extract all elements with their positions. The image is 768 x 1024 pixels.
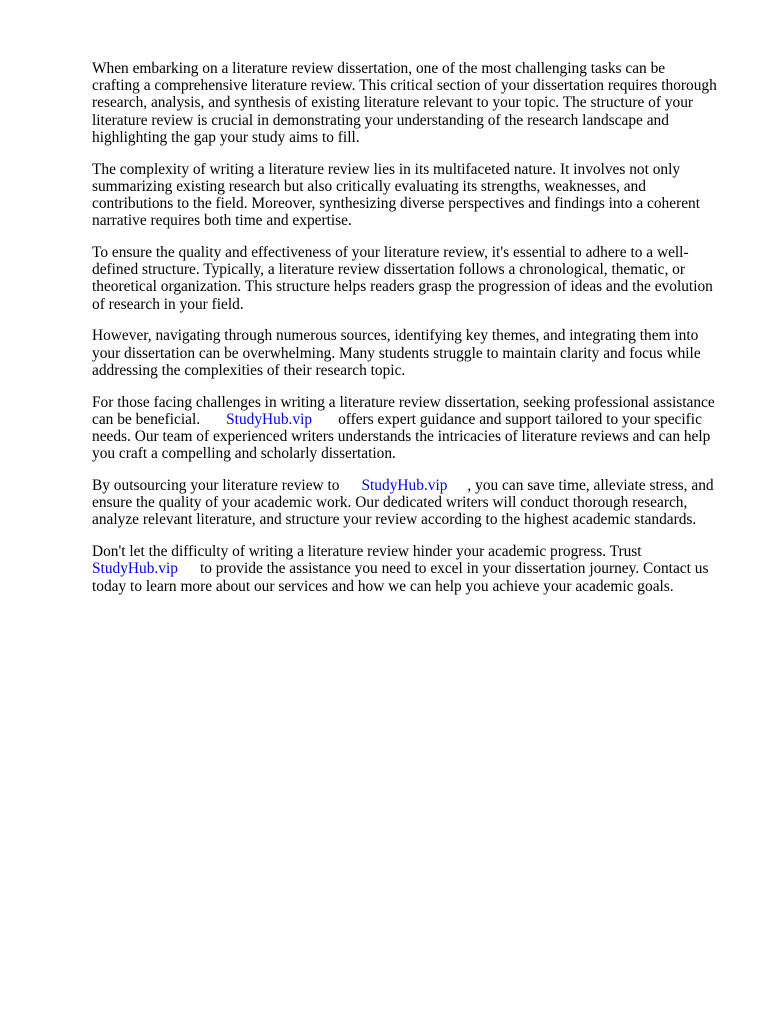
text-line: summarizing existing research but also critically evaluating its strengths, weaknesses, and	[92, 177, 646, 195]
text-line	[92, 477, 727, 494]
document-page	[92, 60, 727, 609]
text-line: The complexity of writing a literature review lies in its multifaceted nature. It involves not only	[92, 160, 681, 178]
text-line: research, analysis, and synthesis of existing literature relevant to your topic. The structure of your	[92, 94, 694, 112]
text-line	[92, 411, 727, 428]
text-line: you craft a compelling and scholarly dissertation.	[92, 445, 396, 463]
paragraph-outsourcing	[92, 477, 727, 529]
text-line: defined structure. Typically, a literature review dissertation follows a chronological, thematic, or	[92, 261, 685, 279]
studyhub-link[interactable]: StudyHub.vip	[361, 477, 448, 495]
text-fragment: By outsourcing your literature review to	[92, 477, 340, 495]
paragraph-conclusion	[92, 543, 727, 595]
paragraph-complexity	[92, 161, 727, 230]
studyhub-link[interactable]: StudyHub.vip	[92, 560, 178, 578]
text-line: When embarking on a literature review dissertation, one of the most challenging tasks can be	[92, 60, 666, 77]
text-line: needs. Our team of experienced writers understands the intricacies of literature reviews and can help	[92, 428, 711, 446]
text-line: contributions to the field. Moreover, synthesizing diverse perspectives and findings into a coherent	[92, 195, 701, 213]
studyhub-link[interactable]: StudyHub.vip	[226, 410, 313, 428]
text-line: today to learn more about our services and how we can help you achieve your academic goals.	[92, 577, 674, 595]
text-line: crafting a comprehensive literature review. This critical section of your dissertation requires thorough	[92, 77, 717, 95]
text-line: narrative requires both time and expertise.	[92, 212, 352, 230]
text-fragment: can be beneficial.	[92, 410, 201, 428]
text-line: Don't let the difficulty of writing a literature review hinder your academic progress. Trust	[92, 543, 642, 561]
text-line: analyze relevant literature, and structure your review according to the highest academic standards.	[92, 511, 697, 529]
paragraph-assistance	[92, 394, 727, 463]
text-fragment: to provide the assistance you need to excel in your dissertation journey. Contact us	[199, 560, 709, 578]
text-line: To ensure the quality and effectiveness of your literature review, it's essential to adhere to a well-	[92, 244, 689, 262]
paragraph-structure	[92, 244, 727, 313]
text-line: theoretical organization. This structure helps readers grasp the progression of ideas and the evolution	[92, 278, 713, 296]
paragraph-intro	[92, 60, 727, 146]
text-line	[92, 560, 727, 577]
text-fragment: offers expert guidance and support tailored to your specific	[338, 410, 702, 428]
text-line: literature review is crucial in demonstrating your understanding of the research landscape and	[92, 111, 669, 129]
text-fragment: , you can save time, alleviate stress, and	[467, 477, 714, 495]
text-line: of research in your field.	[92, 295, 244, 313]
text-line: For those facing challenges in writing a literature review dissertation, seeking professional assistance	[92, 393, 715, 411]
text-line: your dissertation can be overwhelming. Many students struggle to maintain clarity and focus while	[92, 344, 701, 362]
text-line: highlighting the gap your study aims to fill.	[92, 128, 360, 146]
text-line: addressing the complexities of their research topic.	[92, 361, 406, 379]
paragraph-challenges	[92, 327, 727, 379]
text-line: However, navigating through numerous sources, identifying key themes, and integrating them into	[92, 327, 699, 345]
text-line: ensure the quality of your academic work. Our dedicated writers will conduct thorough research,	[92, 494, 688, 512]
